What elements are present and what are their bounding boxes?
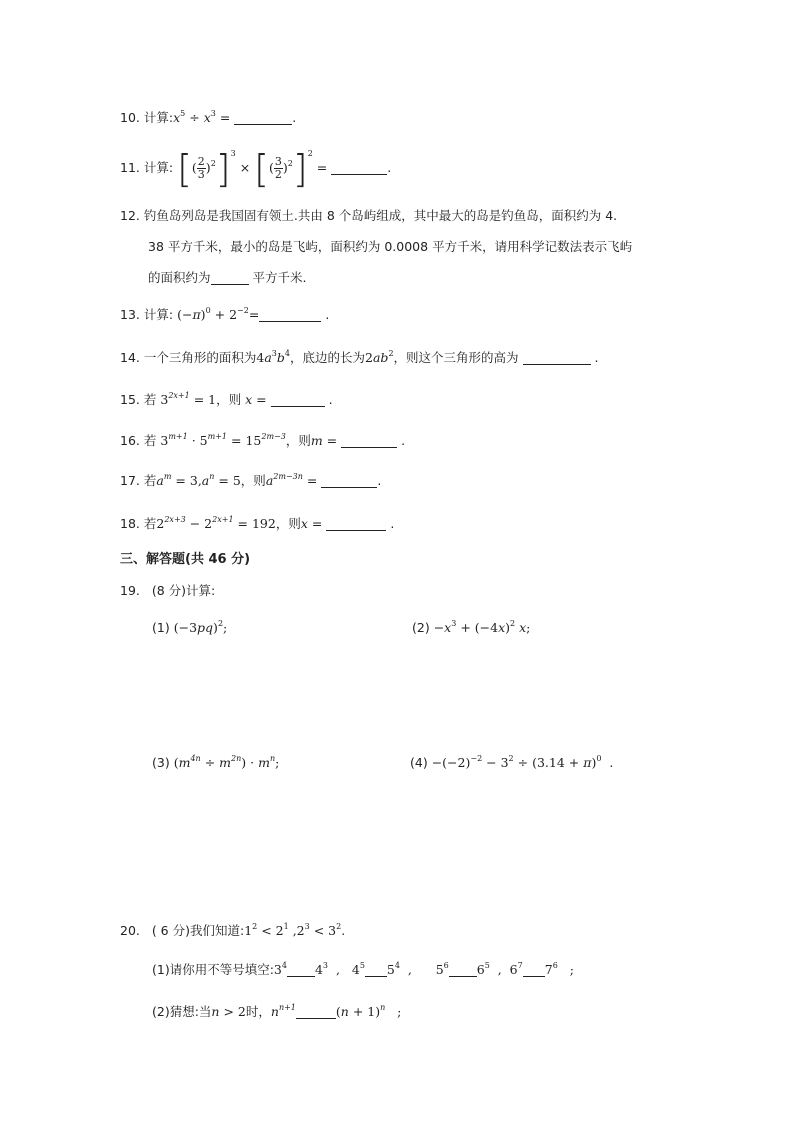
q17-target: $a^{2m-3n}$ = [265,472,318,488]
q17-text-b: ，则 [240,473,266,488]
section-3-heading: 三、解答题(共 46 分) [120,552,251,567]
q11-expression: [( $\frac{2}{3}$ )$^2$]$^3$ × [( $\frac{3}{2}$ )$^2$]$^2$ [177,146,313,191]
q17-number: 17. [120,473,140,488]
q19-part-1 [152,618,227,638]
q17-answer-blank[interactable] [321,473,377,488]
q19-part-3-expression: $(m^{4n} \div m^{2n}) \cdot m^n$; [173,754,280,770]
q20-blank-1[interactable] [287,962,315,977]
q19-part-2-expression: $-x^3 + (-4x)^2$ x; [433,619,531,635]
q15-expression: $3^{2x+1} = 1$ [160,391,217,407]
q16-tail: . [401,433,406,448]
q19-part-4-label: (4) [410,755,428,770]
q12-text-2: 38 平方千米，最小的岛是飞屿，面积约为 0.0008 平方千米，请用科学记数法表示飞屿 [148,239,633,254]
q11-tail: . [387,160,392,175]
question-12-line-2 [148,237,632,257]
q14-base-expression: $2ab^2$ [365,349,394,365]
q14-text-c: ，则这个三角形的高为 [393,350,519,365]
q10-tail: . [292,110,297,125]
q16-expression: $3^{m+1} \cdot 5^{m+1} = 15^{2m-3}$ [160,432,286,448]
q10-expression: $x^5 \div x^3$ = [173,109,231,125]
q15-variable: x = [245,392,267,407]
q14-number: 14. [120,350,140,365]
q13-answer-blank[interactable] [259,307,321,322]
q19-part-4-expression: $-(-2)^{-2} - 3^2 \div (3.14 + \pi)^0$ . [431,754,614,770]
q19-number: 19. [120,583,140,598]
q13-number: 13. [120,307,140,322]
question-12-line-1 [120,206,617,226]
q20-number: 20. [120,923,140,938]
q16-answer-blank[interactable] [341,433,397,448]
q18-tail: . [390,516,395,531]
q19-part-3 [152,753,279,773]
q17-text-a: 若 [143,473,157,488]
question-19 [120,581,215,601]
q17-tail: . [377,473,382,488]
q16-text-b: ，则 [285,433,311,448]
q19-label: (8 分)计算: [151,583,216,598]
q20-sub-1-expression: $3^4$ $4^3$ , $4^5$ $5^4$ , $5^6$ $6^5$ , $6^7$ $7^6$ ; [273,961,574,977]
question-17 [120,471,381,491]
q20-blank-2[interactable] [365,962,387,977]
q12-text-3b: 平方千米. [252,270,307,285]
q10-answer-blank[interactable] [234,110,292,125]
q16-variable: m = [310,433,338,448]
q15-text-b: ，则 [216,392,242,407]
q20-sub-1 [152,960,574,980]
q18-answer-blank[interactable] [326,516,386,531]
q18-text-a: 若 [143,516,157,531]
q19-part-1-expression: $(-3pq)^2$; [173,619,228,635]
q13-tail: . [325,307,330,322]
q11-answer-blank[interactable] [331,160,387,175]
q19-part-2 [412,618,530,638]
question-18 [120,514,394,534]
question-12-line-3 [148,268,306,288]
q13-label: 计算: [143,307,174,322]
q20-blank-4[interactable] [523,962,545,977]
question-16 [120,431,405,451]
q19-part-4 [410,753,613,773]
q11-number: 11. [120,160,140,175]
q16-text-a: 若 [143,433,157,448]
q15-tail: . [328,392,333,407]
q18-variable: x = [300,516,323,531]
question-14 [120,348,599,368]
q20-sub-1-label: (1)请你用不等号填空: [152,962,274,977]
q20-sub-2 [152,1002,401,1022]
q15-text-a: 若 [143,392,157,407]
q20-sub-2-expression: $n^{n+1}$ $(n + 1)^n$ ; [270,1003,402,1019]
q10-label: 计算: [143,110,174,125]
q12-text-1: 钓鱼岛列岛是我国固有领土.共由 8 个岛屿组成，其中最大的岛是钓鱼岛，面积约为 4. [143,208,618,223]
question-10 [120,108,296,128]
q11-equals: = [316,160,328,175]
q13-equals: = [248,307,260,322]
q12-answer-blank[interactable] [211,270,249,285]
q19-part-1-label: (1) [152,620,170,635]
q20-sub-2-mid: 时， [245,1004,271,1019]
q20-blank-5[interactable] [296,1004,336,1019]
q20-blank-3[interactable] [449,962,477,977]
q20-label: ( 6 分)我们知道: [151,923,245,938]
question-13 [120,305,329,325]
q18-expression: $2^{2x+3} - 2^{2x+1} = 192$ [156,515,276,531]
q20-sub-2-condition: n > 2 [211,1004,246,1019]
q14-answer-blank[interactable] [523,350,591,365]
q14-text-b: ，底边的长为 [290,350,366,365]
q16-number: 16. [120,433,140,448]
q18-text-b: ，则 [275,516,301,531]
q14-area-expression: $4a^3b^4$ [256,349,290,365]
q20-sub-2-label: (2)猜想:当 [152,1004,212,1019]
q18-number: 18. [120,516,140,531]
q19-part-2-label: (2) [412,620,430,635]
question-11 [120,146,391,190]
q11-label: 计算: [143,160,174,175]
q10-number: 10. [120,110,140,125]
q15-number: 15. [120,392,140,407]
question-15 [120,390,333,410]
question-20 [120,921,345,941]
q12-text-3a: 的面积约为 [148,270,211,285]
q19-part-3-label: (3) [152,755,170,770]
q17-expression: $a^m = 3,a^n = 5$ [156,472,241,488]
q14-text-a: 一个三角形的面积为 [143,350,257,365]
q12-number: 12. [120,208,140,223]
q13-expression: $(-\pi)^0 + 2^{-2}$ [177,306,249,322]
q14-tail: . [594,350,599,365]
q15-answer-blank[interactable] [271,392,325,407]
q20-known-inequalities: $1^2 < 2^1$ $,2^3 < 3^2$. [244,922,346,938]
